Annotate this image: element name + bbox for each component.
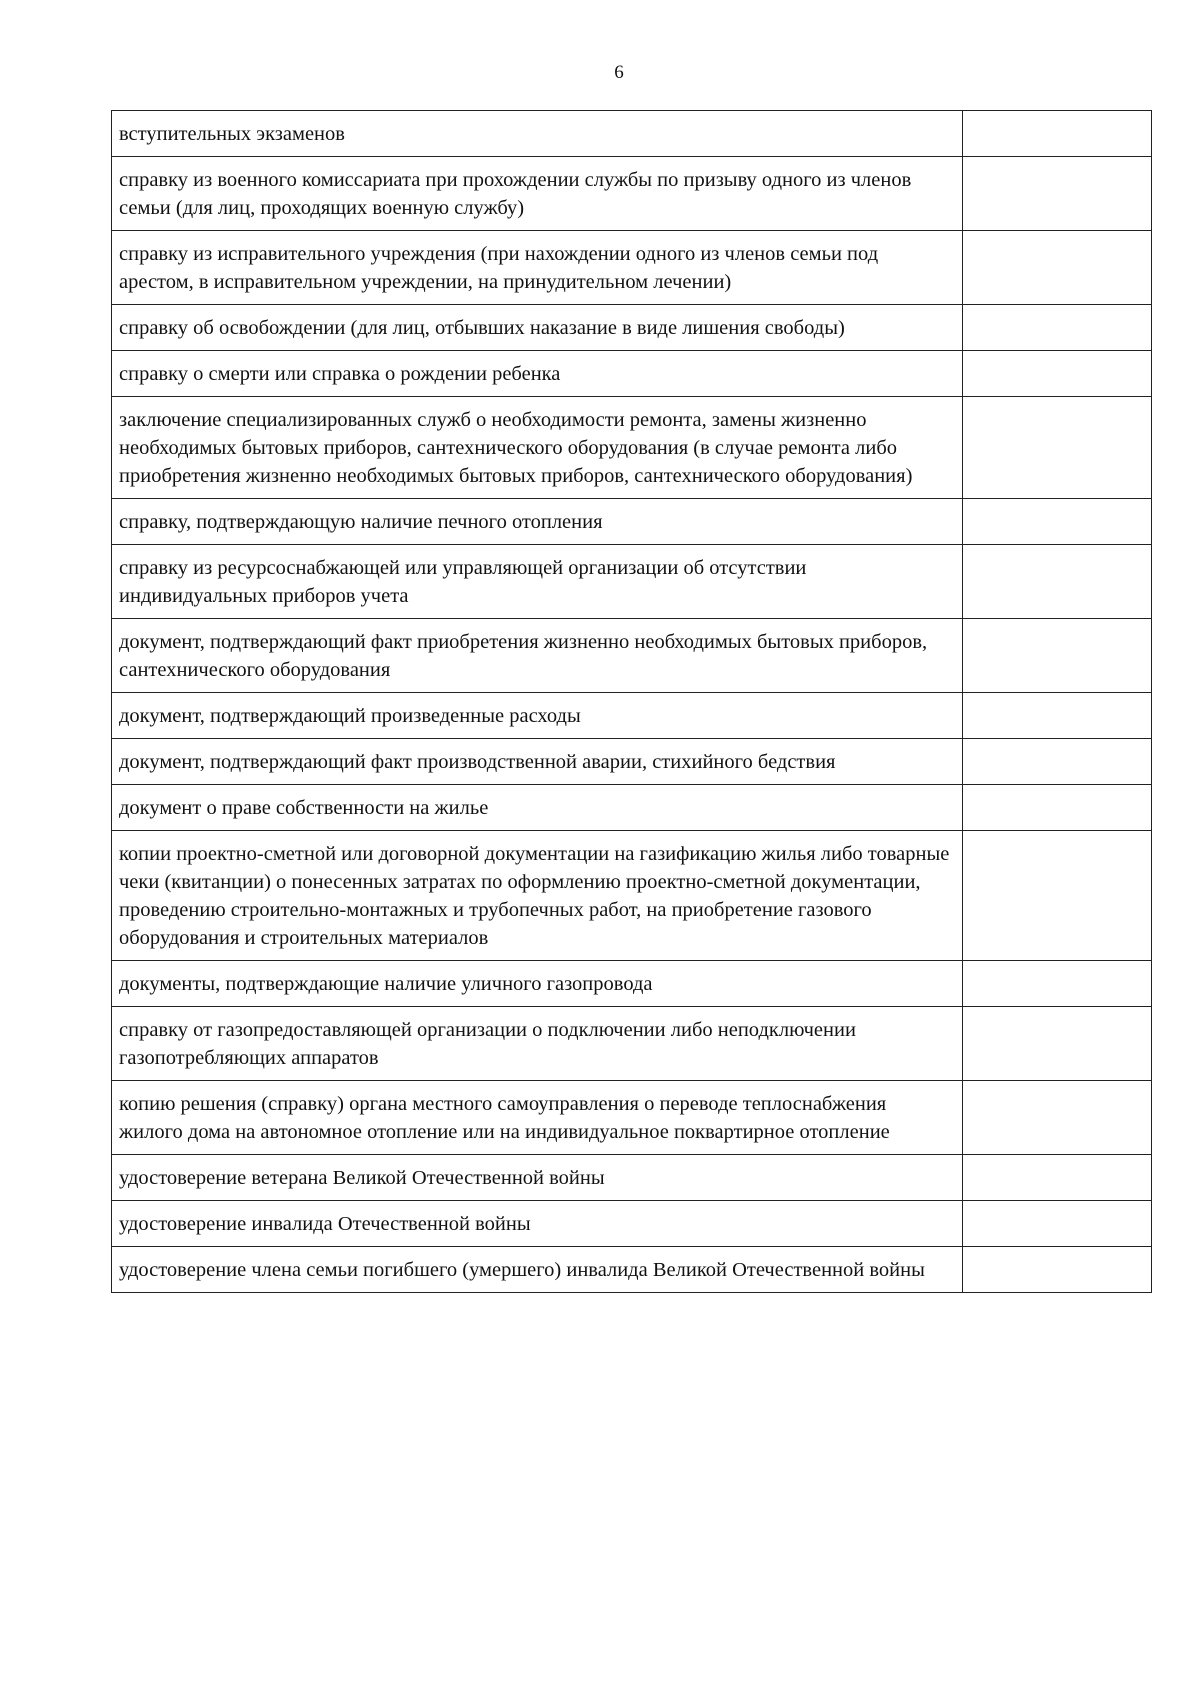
- mark-cell: [963, 499, 1152, 545]
- table-row: [112, 157, 1152, 231]
- mark-cell: [963, 351, 1152, 397]
- document-cell: справку из военного комиссариата при прохождении службы по призыву одного из членов семьи (для лиц, проходящих военную службу): [112, 157, 963, 231]
- table-row: [112, 739, 1152, 785]
- document-cell: справку об освобождении (для лиц, отбывших наказание в виде лишения свободы): [112, 305, 963, 351]
- mark-cell: [963, 1007, 1152, 1081]
- document-cell: документ, подтверждающий произведенные расходы: [112, 693, 963, 739]
- table-row: [112, 231, 1152, 305]
- table-row: [112, 961, 1152, 1007]
- mark-cell: [963, 1201, 1152, 1247]
- document-cell: справку о смерти или справка о рождении ребенка: [112, 351, 963, 397]
- document-cell: документ, подтверждающий факт приобретения жизненно необходимых бытовых приборов, сантехнического оборудования: [112, 619, 963, 693]
- document-cell: удостоверение члена семьи погибшего (умершего) инвалида Великой Отечественной войны: [112, 1247, 963, 1293]
- mark-cell: [963, 619, 1152, 693]
- document-cell: удостоверение ветерана Великой Отечественной войны: [112, 1155, 963, 1201]
- document-cell: копию решения (справку) органа местного самоуправления о переводе теплоснабжения жилого дома на автономное отопление или на индивидуальное поквартирное отопление: [112, 1081, 963, 1155]
- document-cell: документы, подтверждающие наличие уличного газопровода: [112, 961, 963, 1007]
- table-row: [112, 1081, 1152, 1155]
- table-row: [112, 1007, 1152, 1081]
- mark-cell: [963, 693, 1152, 739]
- table-row: [112, 305, 1152, 351]
- mark-cell: [963, 231, 1152, 305]
- mark-cell: [963, 397, 1152, 499]
- mark-cell: [963, 831, 1152, 961]
- mark-cell: [963, 739, 1152, 785]
- table-row: [112, 397, 1152, 499]
- table-row: [112, 619, 1152, 693]
- table-row: [112, 1247, 1152, 1293]
- mark-cell: [963, 961, 1152, 1007]
- mark-cell: [963, 545, 1152, 619]
- table-row: [112, 499, 1152, 545]
- table-row: [112, 693, 1152, 739]
- table-row: [112, 351, 1152, 397]
- mark-cell: [963, 305, 1152, 351]
- mark-cell: [963, 1155, 1152, 1201]
- document-cell: удостоверение инвалида Отечественной войны: [112, 1201, 963, 1247]
- table-row: [112, 1155, 1152, 1201]
- document-cell: документ о праве собственности на жилье: [112, 785, 963, 831]
- document-cell: справку из исправительного учреждения (при нахождении одного из членов семьи под арестом, в исправительном учреждении, на принудительном лечении): [112, 231, 963, 305]
- mark-cell: [963, 785, 1152, 831]
- table-row: [112, 545, 1152, 619]
- mark-cell: [963, 1081, 1152, 1155]
- document-cell: справку, подтверждающую наличие печного отопления: [112, 499, 963, 545]
- document-cell: вступительных экзаменов: [112, 111, 963, 157]
- table-row: [112, 785, 1152, 831]
- table-row: [112, 831, 1152, 961]
- document-cell: копии проектно-сметной или договорной документации на газификацию жилья либо товарные чеки (квитанции) о понесенных затратах по оформлению проектно-сметной документации, проведению строительно-монтажных и трубопечных работ, на приобретение газового оборудования и строительных материалов: [112, 831, 963, 961]
- mark-cell: [963, 111, 1152, 157]
- document-cell: документ, подтверждающий факт производственной аварии, стихийного бедствия: [112, 739, 963, 785]
- mark-cell: [963, 157, 1152, 231]
- document-cell: справку из ресурсоснабжающей или управляющей организации об отсутствии индивидуальных приборов учета: [112, 545, 963, 619]
- document-cell: справку от газопредоставляющей организации о подключении либо неподключении газопотребляющих аппаратов: [112, 1007, 963, 1081]
- table-row: [112, 1201, 1152, 1247]
- document-table: [111, 110, 1152, 1293]
- table-row: [112, 111, 1152, 157]
- document-cell: заключение специализированных служб о необходимости ремонта, замены жизненно необходимых бытовых приборов, сантехнического оборудования (в случае ремонта либо приобретения жизненно необходимых бытовых приборов, сантехнического оборудования): [112, 397, 963, 499]
- page-number: 6: [614, 62, 624, 83]
- mark-cell: [963, 1247, 1152, 1293]
